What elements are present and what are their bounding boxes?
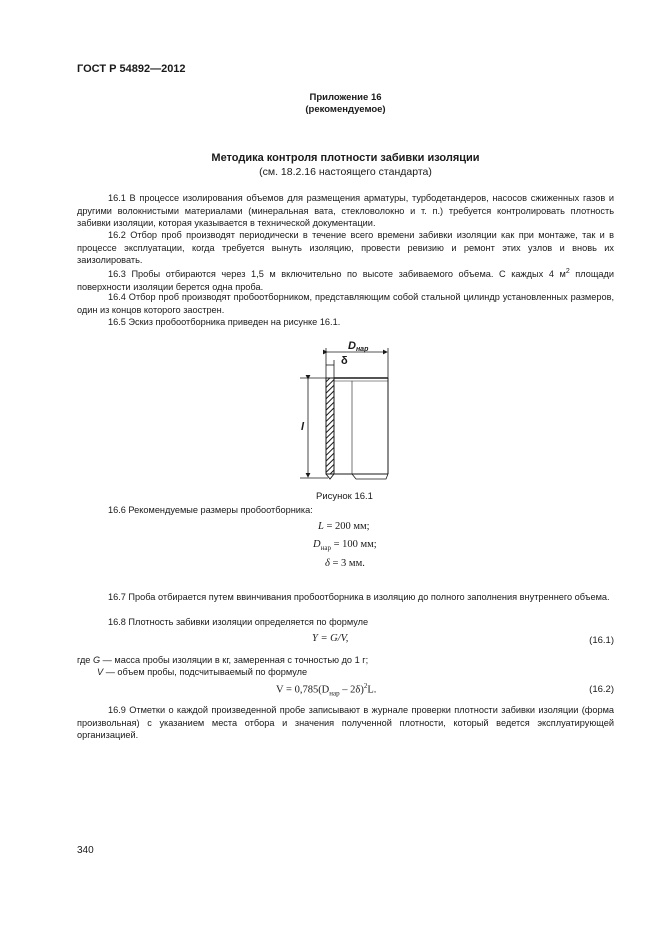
section-title: Методика контроля плотности забивки изоляции	[211, 152, 480, 164]
diameter-label: Dнар	[348, 340, 369, 353]
paragraph-16-8: 16.8 Плотность забивки изоляции определяется по формуле	[108, 617, 369, 627]
where-g-prefix: где	[77, 655, 93, 665]
formula-16-2-number: (16.2)	[589, 684, 614, 695]
formula-16-1-number: (16.1)	[589, 635, 614, 646]
formula-16-2-sub: нар	[329, 689, 340, 698]
standard-header: ГОСТ Р 54892—2012	[77, 63, 186, 75]
dimension-l	[318, 521, 370, 532]
formula-16-2-post: L.	[367, 684, 377, 696]
dimension-delta-var: δ	[325, 558, 330, 569]
length-label: l	[301, 421, 305, 433]
paragraph-16-4: 16.4 Отбор проб производят пробоотборником, представляющим собой стальной цилиндр установленных размеров, один из концов которого заострен.	[77, 292, 614, 315]
appendix-title: Приложение 16	[309, 92, 382, 103]
dimension-d-var: D	[313, 539, 321, 550]
paragraph-16-3	[77, 266, 614, 293]
paragraph-16-3-text-a: 16.3 Пробы отбираются через 1,5 м включительно по высоте забиваемого объема. С каждых 4 м	[108, 269, 566, 280]
sampler-sketch	[290, 338, 410, 490]
section-subtitle: (см. 18.2.16 настоящего стандарта)	[259, 166, 432, 178]
sampler-bottom-bevel	[352, 474, 388, 479]
where-v-text: — объем пробы, подсчитываемый по формуле	[103, 667, 308, 677]
paragraph-16-5: 16.5 Эскиз пробоотборника приведен на рисунке 16.1.	[108, 317, 341, 327]
page-number: 340	[77, 845, 94, 856]
figure-caption: Рисунок 16.1	[316, 491, 373, 502]
delta-label: δ	[341, 355, 348, 367]
dimension-delta	[325, 558, 365, 569]
dimension-l-value: = 200 мм;	[323, 521, 370, 532]
formula-16-2-sup: 2	[363, 682, 368, 690]
paragraph-16-1: 16.1 В процессе изолирования объемов для размещения арматуры, турбодетандеров, насосов сжиженных газов и другими волокнистыми материалами (минеральная вата, стекловолокно и т. п.) требуется контролировать плотность забивки изоляции, которая указывается в технической документации.	[77, 193, 614, 228]
formula-16-2-pre: V = 0,785(D	[276, 684, 330, 696]
dimension-l-var: L	[318, 521, 324, 532]
dimension-delta-value: = 3 мм.	[329, 558, 365, 569]
dimension-d-value: = 100 мм;	[330, 539, 377, 550]
dimension-d	[313, 539, 377, 552]
paragraph-16-2: 16.2 Отбор проб производят периодически в течение всего времени забивки изоляции как при монтаже, так и в процессе эксплуатации, когда требуется вынуть изоляцию, провести ревизию и ремонт этих узлов и вновь их заизолировать.	[77, 230, 614, 265]
appendix-note: (рекомендуемое)	[305, 104, 386, 115]
formula-16-2	[276, 682, 376, 698]
formula-16-2-mid: – 2δ)	[339, 684, 364, 696]
dimension-d-sub: нар	[320, 544, 331, 553]
paragraph-16-7: 16.7 Проба отбирается путем ввинчивания пробоотборника в изоляцию до полного заполнения внутреннего объема.	[108, 592, 610, 602]
where-v	[77, 666, 614, 679]
formula-16-1: Y = G/V,	[312, 633, 349, 644]
paragraph-16-3-text-b: площади поверхности изоляции берется одна проба.	[77, 269, 614, 292]
sampler-wall-section	[326, 378, 334, 474]
where-g-text: — масса пробы изоляции в кг, замеренная с точностью до 1 г;	[100, 655, 369, 665]
where-v-var: V	[97, 667, 104, 677]
where-g	[77, 654, 614, 667]
paragraph-16-9: 16.9 Отметки о каждой произведенной пробе записывают в журнале проверки плотности забивки изоляции (форма произвольная) с указанием места отбора и значения полученной плотности, который ведется эксплуатирующей организацией.	[77, 705, 614, 740]
paragraph-16-3-superscript: 2	[565, 268, 570, 275]
paragraph-16-6: 16.6 Рекомендуемые размеры пробоотборника:	[108, 505, 313, 515]
where-g-var: G	[92, 655, 101, 665]
